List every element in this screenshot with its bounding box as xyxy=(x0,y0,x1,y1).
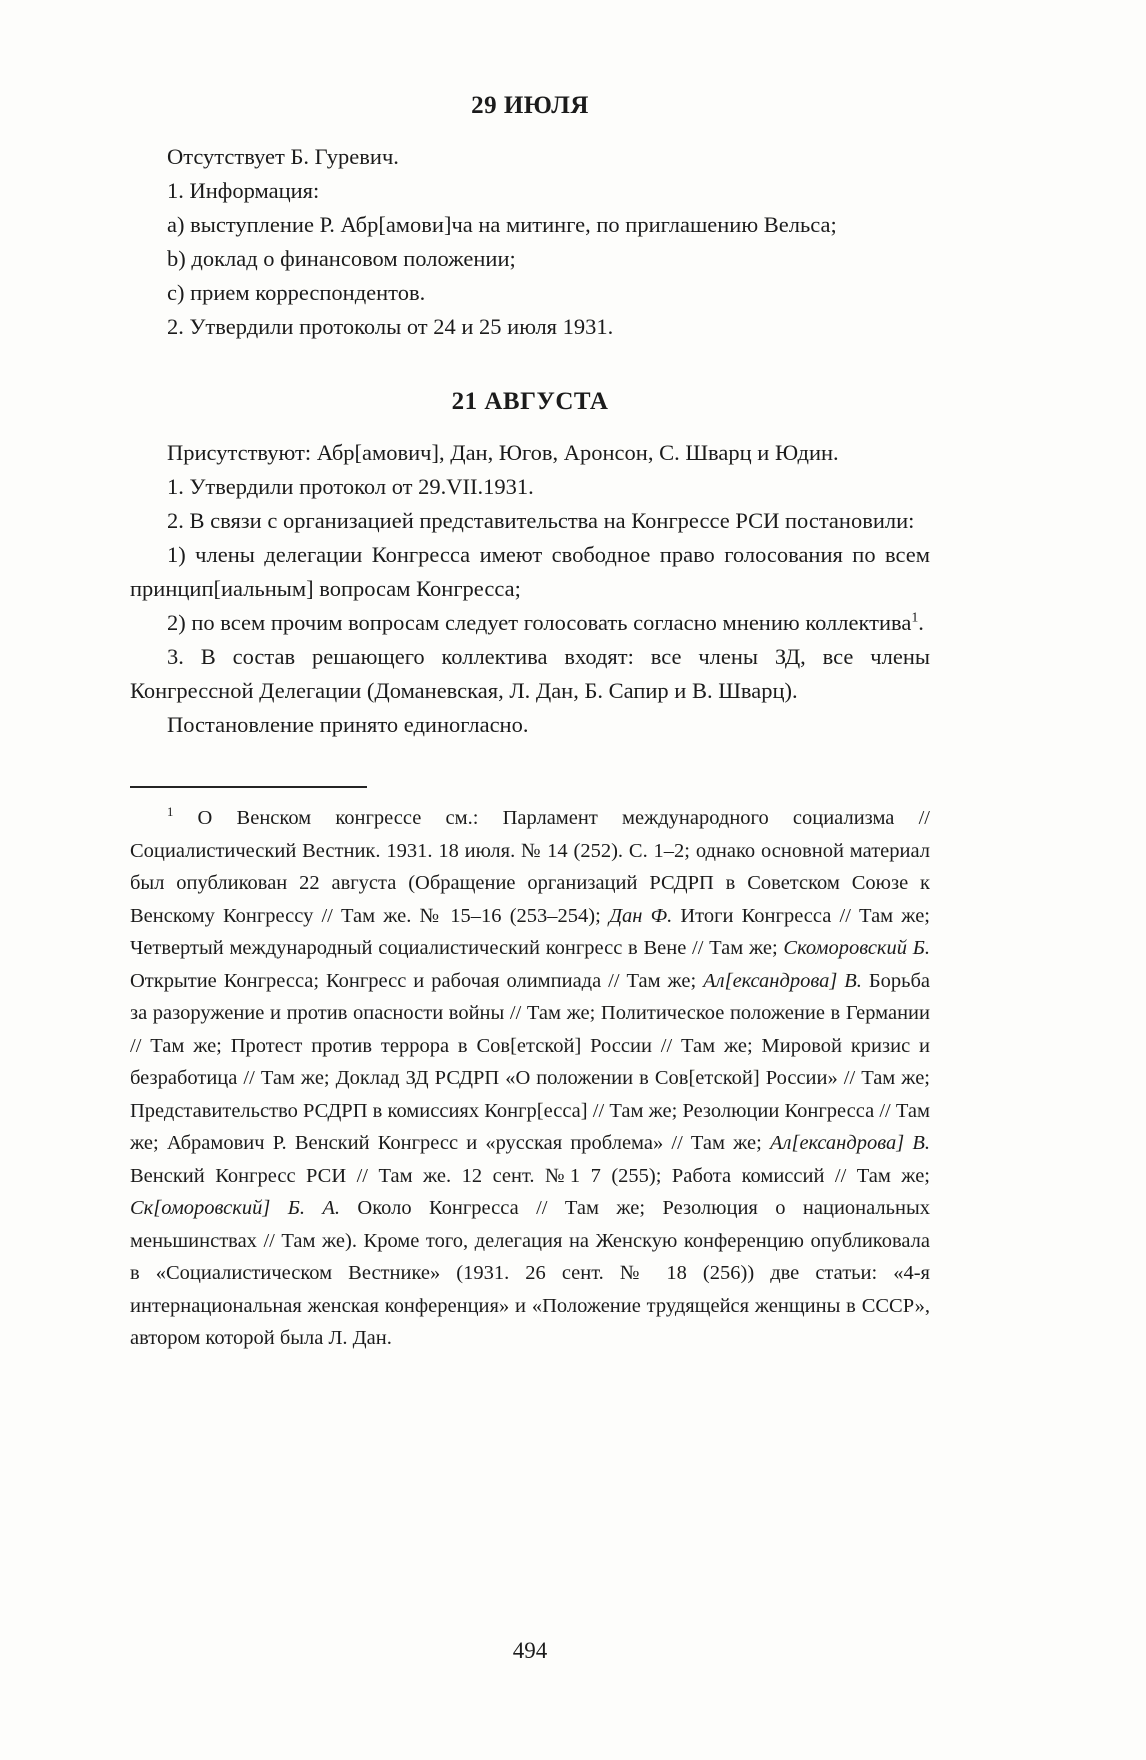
section-heading: 21 АВГУСТА xyxy=(451,388,609,415)
paragraph: b) доклад о финансовом положении; xyxy=(167,246,516,271)
footnote-marker: 1 xyxy=(167,805,174,820)
footnote xyxy=(130,802,930,1355)
paragraph-text-tail: . xyxy=(918,610,924,635)
footnote-reference: 1 xyxy=(911,610,919,626)
paragraph: 1. Информация: xyxy=(167,178,320,203)
footnote-author: Скоморовский Б. xyxy=(783,937,930,959)
paragraph-text: 2) по всем прочим вопросам следует голосовать согласно мнению коллектива xyxy=(167,610,912,635)
footnote-divider xyxy=(130,786,367,788)
footnote-text: Венский Конгресс РСИ // Там же. 12 сент. №1 7 (255); Работа комиссий // Там же; xyxy=(130,1164,930,1187)
footnote-author: Дан Ф. xyxy=(608,904,673,927)
paragraph: 2. В связи с организацией представительства на Конгрессе РСИ постановили: xyxy=(167,508,915,533)
footnote-block xyxy=(130,786,930,1355)
footnote-text: Около Конгресса // Там же; Резолюция о национальных меньшинствах // Там же). Кроме того, делегация на Женскую конференцию опубликовала в «Социалистическом Вестнике» (1931. 26 сент. № 18 (256)) две статьи: «4-я интернациональная женская конференция» и «Положение трудящейся женщины в СССР», автором которой была Л. Дан. xyxy=(130,1197,930,1349)
paragraph: Отсутствует Б. Гуревич. xyxy=(167,144,399,169)
footnote-author: Ал[ександрова] В. xyxy=(770,1132,930,1154)
paragraph: Присутствуют: Абр[амович], Дан, Югов, Аронсон, С. Шварц и Юдин. xyxy=(167,440,839,465)
paragraph: Постановление принято единогласно. xyxy=(167,712,529,737)
footnote-text: О Венском конгрессе см.: Парламент международного социализма // Социалистический Вестник. 1931. 18 июля. № 14 (252). С. 1–2; однако основной материал был опубликован 22 августа (Обращение организаций РСДРП в Советском Союзе к Венскому Конгрессу // Там же. № 15–16 (253–254); xyxy=(130,807,930,927)
paragraph: 1) члены делегации Конгресса имеют свободное право голосования по всем принцип[иальным] вопросам Конгресса; xyxy=(130,542,930,601)
paragraph: а) выступление Р. Абр[амови]ча на митинге, по приглашению Вельса; xyxy=(167,212,837,237)
page-number: 494 xyxy=(512,1638,548,1663)
footnote-text: Борьба за разоружение и против опасности войны // Там же; Политическое положение в Германии // Там же; Протест против террора в Сов[етской] России // Там же; Мировой кризис и безработица // Там же; Доклад ЗД РСДРП «О положении в Сов[етской] России» // Там же; Представительство РСДРП в комиссиях Конгр[есса] // Там же; Резолюции Конгресса // Там же; Абрамович Р. Венский Конгресс и «русская проблема» // Там же; xyxy=(130,969,930,1154)
paragraph: 1. Утвердили протокол от 29.VII.1931. xyxy=(167,474,534,499)
paragraph: с) прием корреспондентов. xyxy=(167,280,426,305)
footnote-author: Ск[оморовский] Б. А. xyxy=(130,1197,341,1219)
section-heading: 29 ИЮЛЯ xyxy=(471,92,589,119)
footnote-author: Ал[ександрова] В. xyxy=(703,969,862,992)
section-21-august xyxy=(130,388,930,742)
paragraph: 3. В состав решающего коллектива входят: все члены ЗД, все члены Конгрессной Делегации (Доманевская, Л. Дан, Б. Сапир и В. Шварц). xyxy=(130,644,930,703)
text-block xyxy=(130,92,930,1355)
footnote-text: Открытие Конгресса; Конгресс и рабочая олимпиада // Там же; xyxy=(130,969,704,992)
paragraph-with-footnote-ref xyxy=(130,606,930,640)
footnote-text: Итоги Конгресса // Там же; Четвертый международный социалистический конгресс в Вене // Там же; xyxy=(130,904,930,959)
section-29-july xyxy=(130,92,930,344)
paragraph: 2. Утвердили протоколы от 24 и 25 июля 1931. xyxy=(167,314,614,339)
